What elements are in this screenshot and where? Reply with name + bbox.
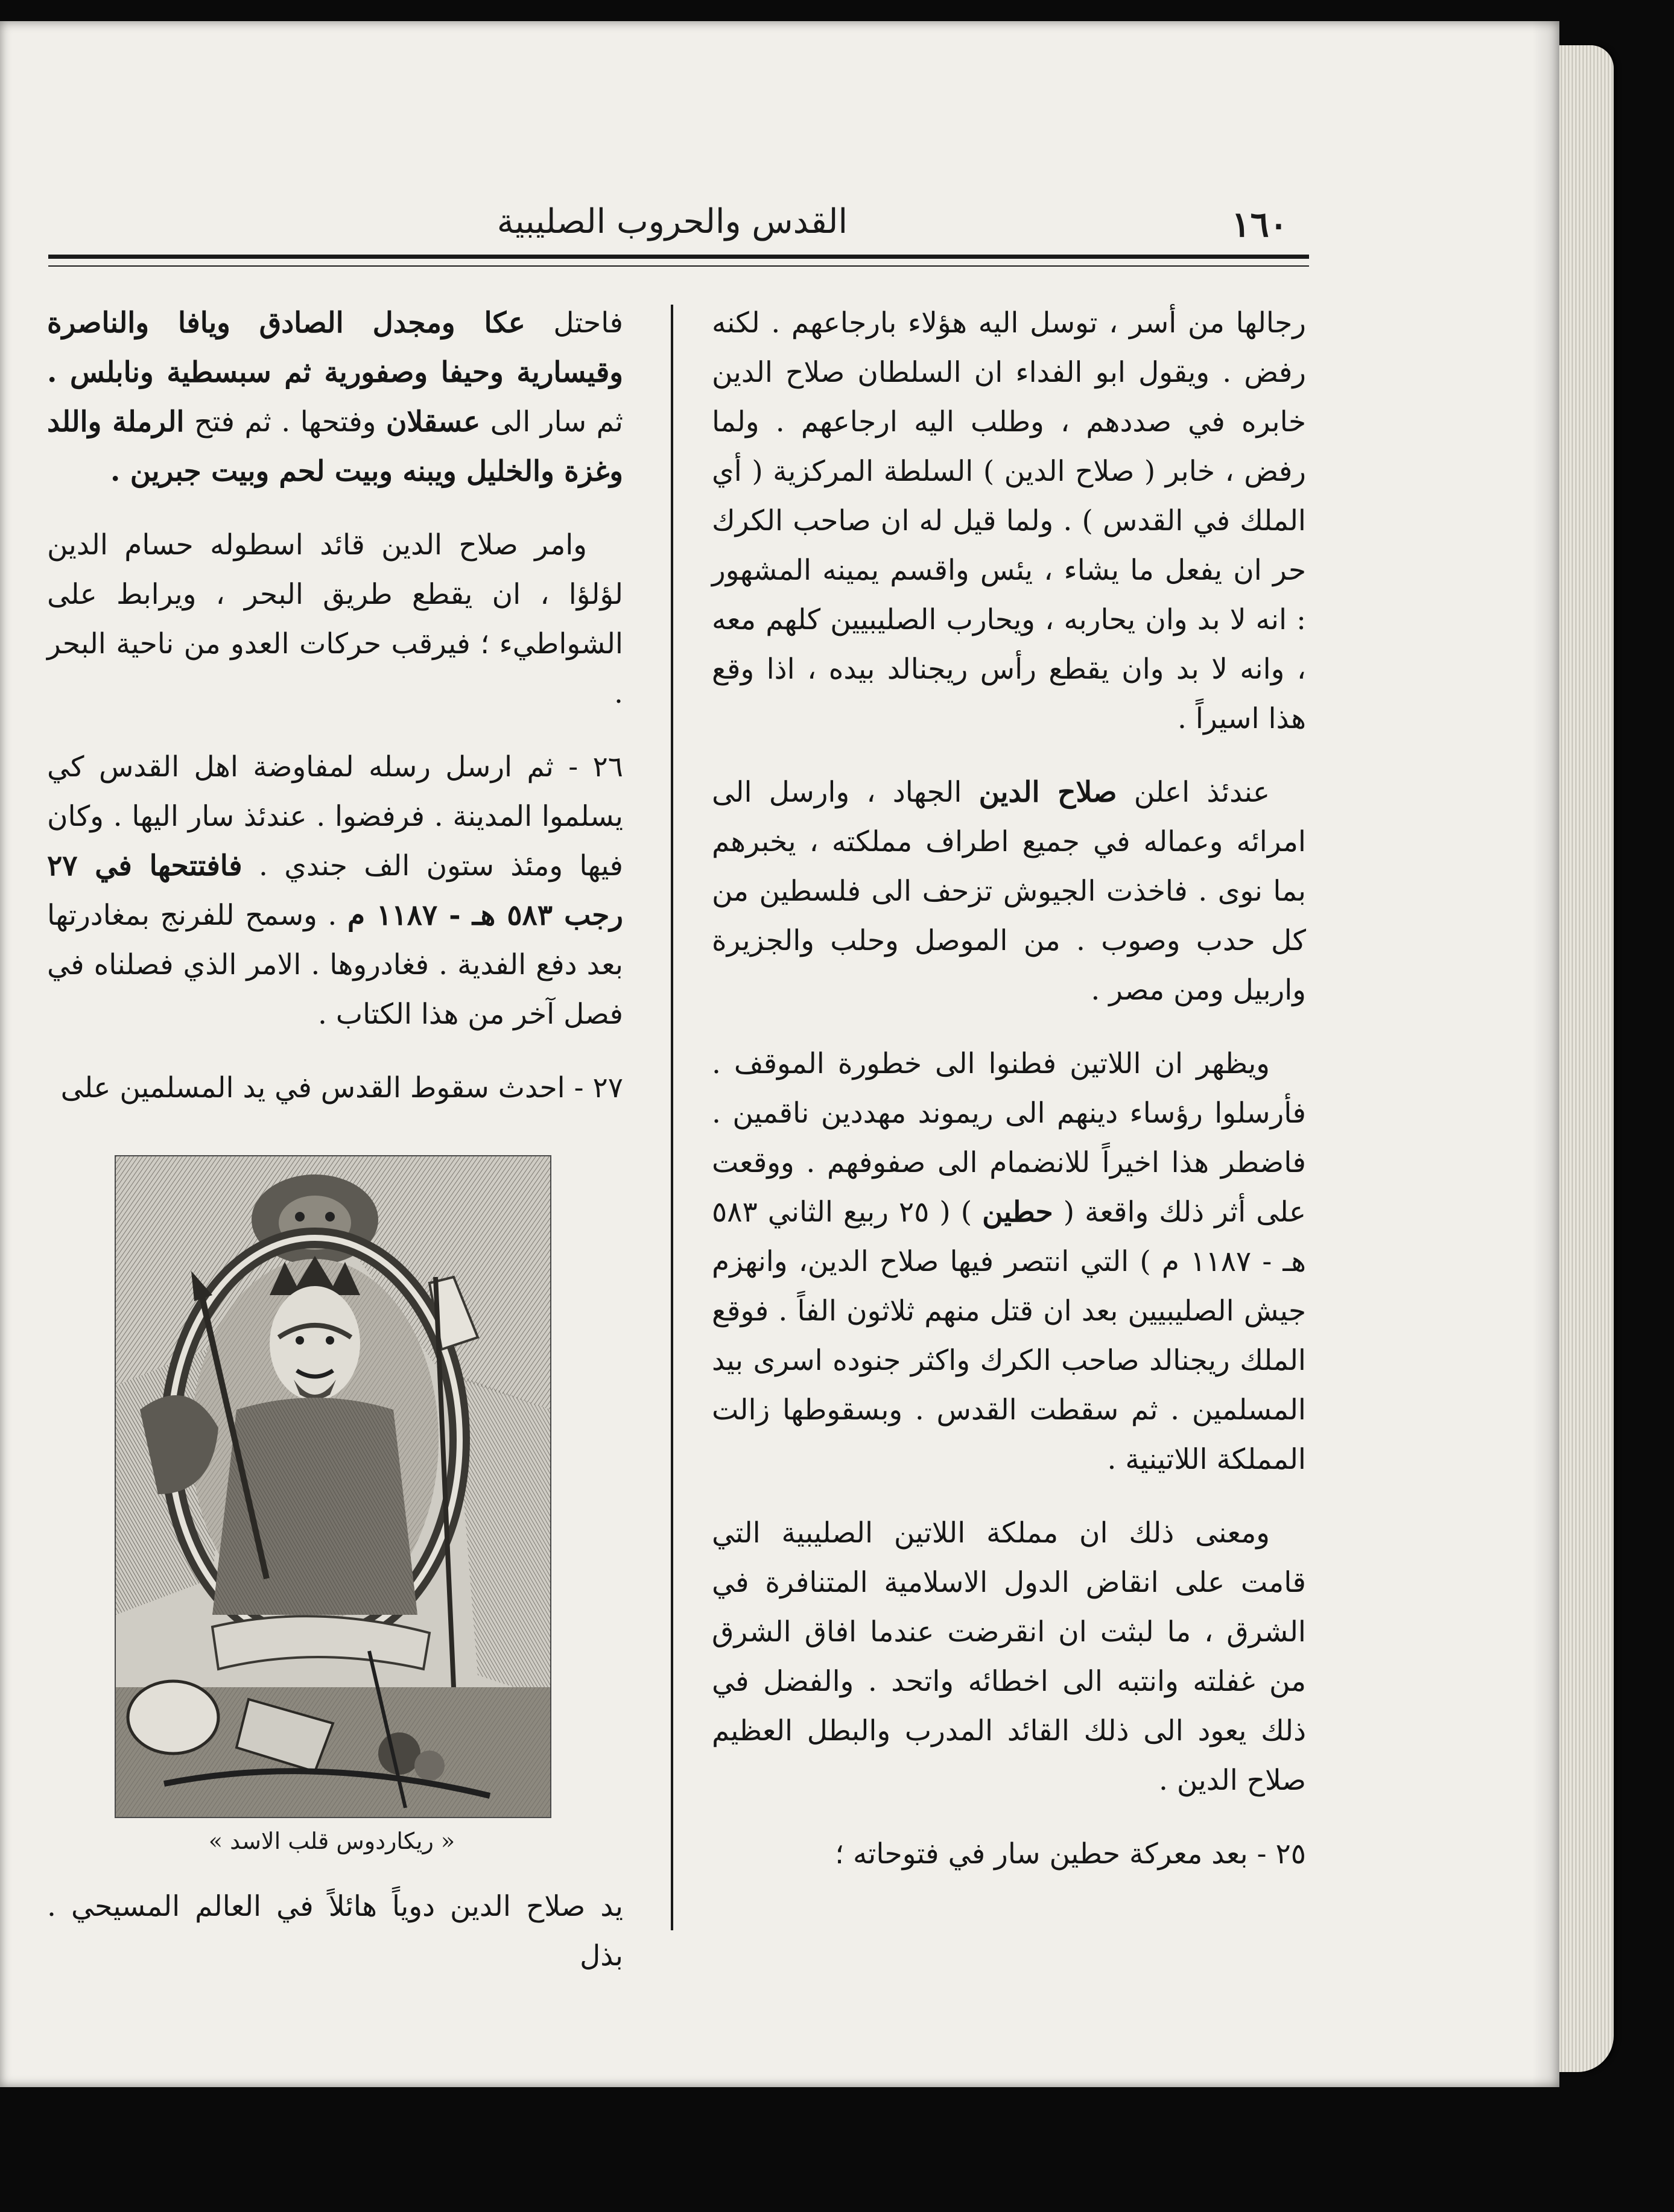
left-p3-bold: فافتتحها في ٢٧ رجب ٥٨٣ هـ - ١١٨٧ م: [47, 849, 623, 932]
right-p2-text-a: عندئذ اعلن: [1133, 776, 1270, 809]
left-column-bottom-line: يد صلاح الدين دوياً هائلاً في العالم المسيحي . بذل: [47, 1890, 623, 1973]
right-p2-text-b: الجهاد ، وارسل الى امرائه وعماله في جميع اطراف مملكته ، يخبرهم بما نوى . فاخذت الجيوش تزحف الى فلسطين من كل حدب وصوب . من الموصل وحلب والجزيرة واربيل ومن مصر .: [712, 776, 1306, 1007]
page-edge-shadow: [1532, 21, 1559, 2087]
left-p3-text-a: ٢٦ - ثم ارسل رسله لمفاوضة اهل القدس كي يسلموا المدينة . فرفضوا . عندئذ سار اليها . وكان فيها ومئذ ستون الف جندي .: [47, 750, 623, 883]
running-title: القدس والحروب الصليبية: [496, 202, 848, 241]
header-rule-thick: [48, 255, 1309, 259]
right-p3-text-a: ويظهر ان اللاتين فطنوا الى خطورة الموقف . فأرسلوا رؤساء دينهم الى ريموند مهددين ناقمين . فاضطر هذا اخيراً للانضمام الى صفوفهم . ووقعت على أثر ذلك واقعة (: [712, 1047, 1306, 1229]
column-divider: [671, 305, 673, 1930]
portrait-illustration: [115, 1155, 551, 1818]
right-paragraph-1: رجالها من أسر ، توسل اليه هؤلاء بارجاعهم . لكنه رفض . ويقول ابو الفداء ان السلطان صلاح الدين خابره في صددهم ، وطلب اليه ارجاعهم . ولما رفض ، خابر ( صلاح الدين ) السلطة المركزية ( أي الملك في القدس ) . ولما قيل له ان صاحب الكرك حر ان يفعل ما يشاء ، يئس واقسم يمينه المشهور : انه لا بد وان يحاربه ، ويحارب الصليبيين كلهم معه ، وانه لا بد وان يقطع رأس ريجنالد بيده ، اذا وقع هذا اسيراً .: [712, 306, 1306, 735]
right-p3-bold: حطين: [982, 1196, 1053, 1229]
page-number: ١٦٠: [1231, 204, 1288, 245]
header-rule-thin: [48, 265, 1309, 267]
right-column: [712, 299, 1306, 1903]
figure-caption: « ريكاردوس قلب الاسد »: [208, 1828, 455, 1854]
left-paragraph-4: ٢٧ - احدث سقوط القدس في يد المسلمين على: [60, 1071, 623, 1104]
left-paragraph-2: وامر صلاح الدين قائد اسطوله حسام الدين لؤلؤا ، ان يقطع طريق البحر ، ويرابط على الشواطيء ؛ فيرقب حركات العدو من ناحية البحر .: [47, 528, 623, 710]
right-paragraph-4: ومعنى ذلك ان مملكة اللاتين الصليبية التي قامت على انقاض الدول الاسلامية المتنافرة في الشرق ، ما لبثت ان انقرضت عندما افاق الشرق من غفلته وانتبه الى اخطائه واتحد . والفضل في ذلك يعود الى ذلك القائد المدرب والبطل العظيم صلاح الدين .: [712, 1516, 1306, 1797]
left-column: [47, 299, 623, 1137]
right-paragraph-2: [712, 768, 1306, 1015]
left-p1-bold-2: عسقلان: [385, 405, 481, 439]
left-paragraph-3: [47, 743, 623, 1039]
left-p1-text-a: فاحتل: [553, 306, 623, 340]
right-p2-bold: صلاح الدين: [978, 776, 1117, 809]
right-p3-text-b: ) ( ٢٥ ربيع الثاني ٥٨٣ هـ - ١١٨٧ م ) التي انتصر فيها صلاح الدين، وانهزم جيش الصليبيين بعد ان قتل منهم ثلاثون الفاً . فوقع الملك ريجنالد صاحب الكرك واكثر جنوده اسرى بيد المسلمين . ثم سقطت القدس . وبسقوطها زالت المملكة اللاتينية .: [712, 1196, 1306, 1476]
left-p3-text-b: . وسمح للفرنج بمغادرتها بعد دفع الفدية . فغادروها . الامر الذي فصلناه في فصل آخر من هذا الكتاب .: [47, 899, 623, 1031]
right-paragraph-5: ٢٥ - بعد معركة حطين سار في فتوحاته ؛: [835, 1837, 1306, 1871]
engraving-drawing: [116, 1156, 550, 1817]
left-p1-text-c: وفتحها . ثم فتح: [194, 405, 376, 439]
right-paragraph-3: [712, 1039, 1306, 1485]
page-header: [48, 193, 1309, 250]
left-p1-text-b: ثم سار الى: [490, 405, 623, 439]
left-p1-bold-1: عكا ومجدل الصادق ويافا والناصرة وقيسارية وحيفا وصفورية ثم سبسطية ونابلس .: [47, 306, 623, 389]
left-p1-bold-3: الرملة واللد وغزة والخليل ويبنه وبيت لحم وبيت جبرين .: [47, 405, 623, 488]
left-paragraph-1: [47, 299, 623, 496]
